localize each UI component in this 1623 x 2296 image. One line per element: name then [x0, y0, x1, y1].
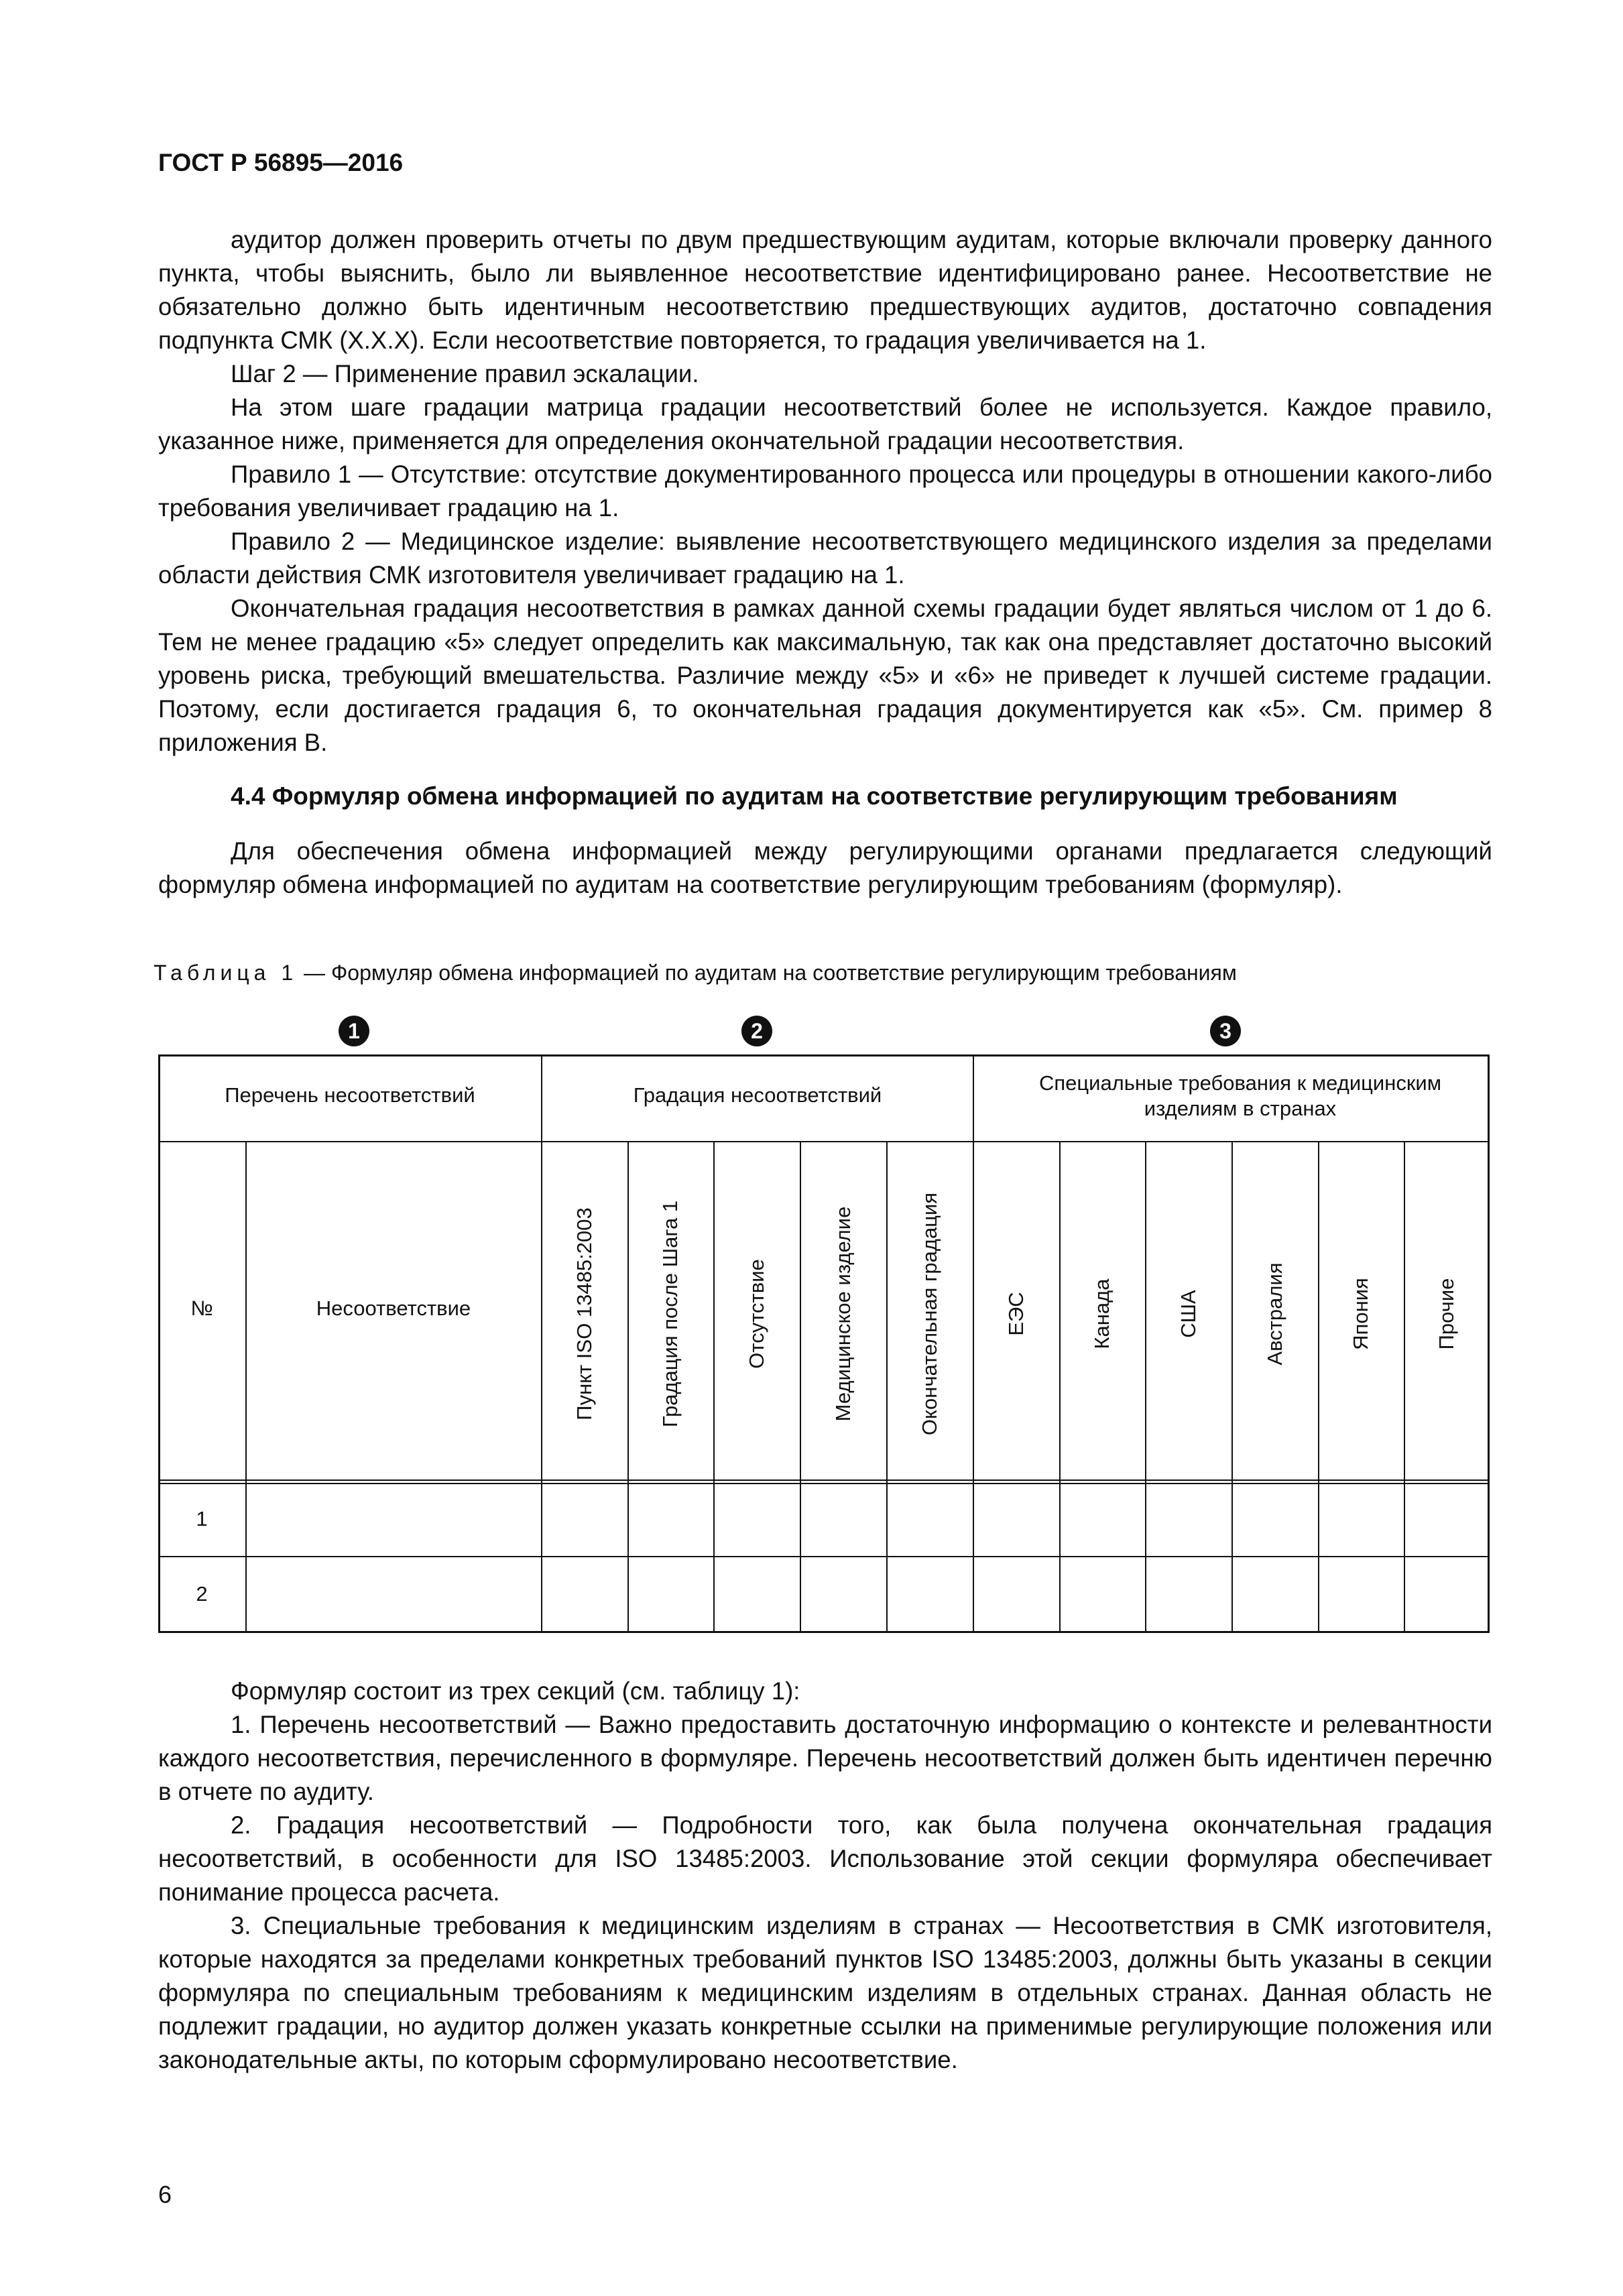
- paragraph: Шаг 2 — Применение правил эскалации.: [231, 360, 699, 387]
- table-rule: [158, 1556, 1490, 1557]
- section-marker-1: 1: [339, 1016, 369, 1046]
- section-intro: Для обеспечения обмена информацией между регулирующими органами предлагается следующий формуляр обмена информацией по аудитам на соответствие регулирующим требованиям (формуляр).: [158, 837, 1492, 898]
- column-header-japan: Япония: [1349, 1278, 1372, 1350]
- table-rule: [158, 1479, 1490, 1481]
- table-rule: [158, 1141, 1490, 1142]
- column-header-canada: Канада: [1090, 1278, 1114, 1349]
- body-top: [158, 223, 1492, 902]
- table-rule: [1404, 1141, 1405, 1633]
- table-rule: [627, 1141, 629, 1633]
- table-rule: [245, 1141, 247, 1633]
- table-rule: [1231, 1141, 1233, 1633]
- table-caption: [154, 961, 1237, 985]
- column-header-ees: ЕЭС: [1004, 1292, 1028, 1336]
- group-header-countries: Специальные требования к медицинским изделиям в странах: [1038, 1071, 1442, 1120]
- list-item: 1. Перечень несоответствий — Важно предоставить достаточную информацию о контексте и релевантности каждого несоответствия, перечисленного в формуляре. Перечень несоответствий должен быть идентичен перечню в отчете по аудиту.: [158, 1711, 1492, 1805]
- table-caption-text: — Формуляр обмена информацией по аудитам на соответствие регулирующим требованиям: [304, 961, 1237, 985]
- table-rule: [158, 1483, 1490, 1484]
- page-number: 6: [158, 2181, 172, 2208]
- list-item: 3. Специальные требования к медицинским изделиям в странах — Несоответствия в СМК изготовителя, которые находятся за пределами конкретных требований пунктов ISO 13485:2003, должны быть указаны в секции формуляра по специальным требованиям к медицинским изделиям в отдельных странах. Данная область не подлежит градации, но аудитор должен указать конкретные ссылки на применимые регулирующие положения или законодательные акты, по которым сформулировано несоответствие.: [158, 1912, 1492, 2073]
- column-header-australia: Австралия: [1263, 1262, 1286, 1366]
- paragraph: Правило 2 — Медицинское изделие: выявление несоответствующего медицинского изделия за пределами области действия СМК изготовителя увеличивает градацию на 1.: [158, 528, 1492, 589]
- table-row-number: 1: [196, 1507, 208, 1530]
- list-item: 2. Градация несоответствий — Подробности того, как была получена окончательная градация несоответствий, в особенности для ISO 13485:2003. Использование этой секции формуляра обеспечивает понимание процесса расчета.: [158, 1811, 1492, 1906]
- table-rule: [541, 1054, 542, 1633]
- paragraph: Окончательная градация несоответствия в рамках данной схемы градации будет являться числом от 1 до 6. Тем не менее градацию «5» следует определить как максимальную, так как она представляет достаточно высокий уровень риска, требующий вмешательства. Различие между «5» и «6» не приведет к лучшей системе градации. Поэтому, если достигается градация 6, то окончательная градация документируется как «5». См. пример 8 приложения В.: [158, 595, 1492, 756]
- column-header-other: Прочие: [1435, 1278, 1458, 1350]
- table-rule: [886, 1141, 888, 1633]
- table-caption-label: Таблица 1: [154, 961, 298, 985]
- group-header-list: Перечень несоответствий: [225, 1083, 475, 1107]
- paragraph: аудитор должен проверить отчеты по двум предшествующим аудитам, которые включали проверку данного пункта, чтобы выяснить, было ли выявленное несоответствие идентифицировано ранее. Несоответствие не обязательно должно быть идентичным несоответствию предшествующих аудитов, достаточно совпадения подпункта СМК (X.X.X). Если несоответствие повторяется, то градация увеличивается на 1.: [158, 226, 1492, 354]
- column-header-iso-clause: Пункт ISO 13485:2003: [573, 1207, 596, 1421]
- table-rule: [1318, 1141, 1319, 1633]
- group-header-grading: Градация несоответствий: [633, 1083, 882, 1107]
- paragraph: Формуляр состоит из трех секций (см. таблицу 1):: [231, 1677, 800, 1705]
- table-rule: [1059, 1141, 1061, 1633]
- column-header-final-grade: Окончательная градация: [918, 1192, 941, 1436]
- table-rule: [713, 1141, 715, 1633]
- column-header-nonconformity: Несоответствие: [316, 1296, 471, 1320]
- document-header: ГОСТ Р 56895—2016: [158, 149, 404, 176]
- body-bottom: [158, 1675, 1492, 2077]
- paragraph: Правило 1 — Отсутствие: отсутствие документированного процесса или процедуры в отношении какого-либо требования увеличивает градацию на 1.: [158, 461, 1492, 522]
- table-rule: [973, 1054, 974, 1633]
- section-marker-3: 3: [1210, 1016, 1241, 1046]
- column-header-grade-after-step1: Градация после Шага 1: [658, 1200, 682, 1428]
- table-rule: [800, 1141, 801, 1633]
- table-rule: [1145, 1141, 1146, 1633]
- table-row-number: 2: [196, 1582, 208, 1606]
- section-title: 4.4 Формуляр обмена информацией по аудитам на соответствие регулирующим требованиям: [231, 782, 1398, 810]
- paragraph: На этом шаге градации матрица градации несоответствий более не используется. Каждое правило, указанное ниже, применяется для определения окончательной градации несоответствия.: [158, 394, 1492, 455]
- column-header-usa: США: [1177, 1290, 1200, 1338]
- column-header-number: №: [190, 1296, 213, 1320]
- section-marker-2: 2: [741, 1016, 772, 1046]
- column-header-absence: Отсутствие: [745, 1259, 768, 1369]
- column-header-medical-device: Медицинское изделие: [831, 1206, 855, 1422]
